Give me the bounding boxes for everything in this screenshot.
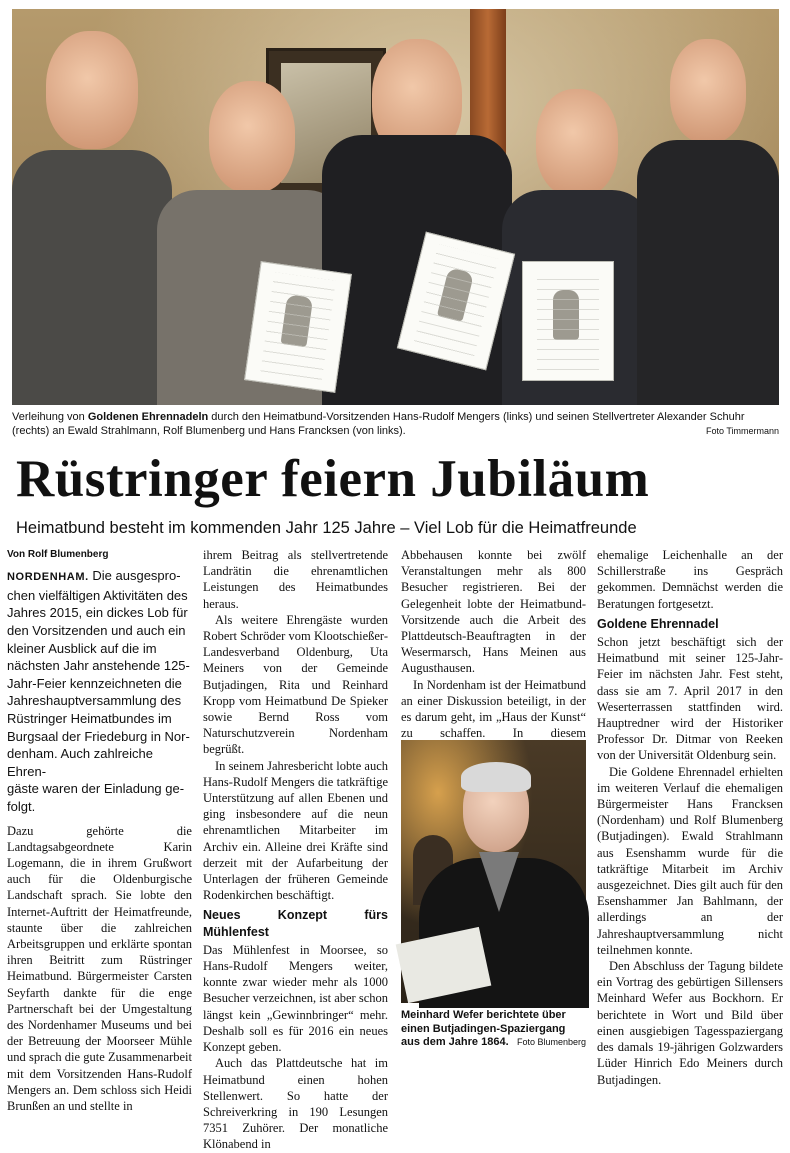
- photo-credit: Foto Timmermann: [705, 426, 779, 436]
- paragraph: In Nordenham ist der Heimatbund an einer Diskussion beteiligt, in der es darum geht, im „Haus der Kunst“ zu schaffen. In diesem: [401, 677, 586, 741]
- paragraph: Den Abschluss der Tagung bildete ein Vortrag des gebürtigen Sillensers Meinhard Wefer aus Bockhorn. Er berichtete in Wort und Bild über einen ausgiebigen Tagesspaziergang des damals 19-jährigen Golzwarders Lüder Hinrich Edo Meiners durch Butjadingen.: [597, 959, 783, 1087]
- subheadline: Heimatbund besteht im kommenden Jahr 125 Jahre – Viel Lob für die Heimatfreunde: [16, 519, 637, 537]
- group-photo: [12, 9, 779, 405]
- column-1: [7, 547, 192, 1114]
- subheading: Goldene Ehrennadel: [597, 616, 719, 631]
- headline: Rüstringer feiern Jubiläum: [16, 450, 650, 508]
- paragraph: ehemalige Leichenhalle an der Schillerstraße ins Gespräch gekommen. Demnächst werden die Beratungen fortgesetzt.: [597, 548, 783, 611]
- column-2: [203, 547, 388, 1153]
- paragraph: Die Goldene Ehrennadel erhielten im weiteren Verlauf die ehemaligen Bürgermeister Hans Francksen (Nordenham) und Rolf Blumenberg (Butjadingen). Ewald Strahlmann aus Esenshamm wurde für die tatkräftige Mitarbeit im Archiv ausgezeichnet. Dies gilt auch für den Esenshammer Jan Bahlmann, der allerdings an der Jahreshauptversammlung nicht teilnehmen konnte.: [597, 764, 783, 957]
- paragraph: Auch das Plattdeutsche hat im Heimatbund einen hohen Stellenwert. So hatte der Schreiverkring in 190 Lesungen 7351 Zuhörer. Der monatliche Klönabend in: [203, 1056, 388, 1152]
- paragraph: ihrem Beitrag als stellvertretende Landrätin die ehrenamtlichen Leistungen des Heimatbundes heraus.: [203, 548, 388, 611]
- lead-paragraph: NORDENHAM. Die ausgespro- chen vielfältigen Aktivitäten des Jahres 2015, ein dickes Lob für den Vorsitzenden und auch ein kleiner Ausblick auf die im nächsten Jahr anstehende 125- Jahr-Feier kennzeichneten die Jahreshauptversammlung des Rüstringer Heimatbundes im Burgsaal der Friedeburg in Nor- denham. Auch zahlreiche Ehren- gäste waren der Einladung ge- folgt.: [7, 568, 190, 814]
- photo-caption: Verleihung von Goldenen Ehrennadeln durch den Heimatbund-Vorsitzenden Hans-Rudolf Mengers (links) und seinen Stellvertreter Alexander Schuhr (rechts) an Ewald Strahlmann, Rolf Blumenberg und Hans Francksen (von links). Foto Timmermann: [12, 411, 779, 437]
- certificate: [244, 261, 352, 393]
- speaker-photo: [401, 740, 586, 1003]
- paragraph: Abbehausen konnte bei zwölf Veranstaltungen mehr als 800 Besucher registrieren. Bei der Gelegenheit lobte der Heimatbund-Vorsitzende auch die Arbeit des Plattdeutsch-Beauftragten in der Wesermarsch, Hans Meinen aus Augusthausen.: [401, 548, 586, 676]
- certificate: [522, 261, 614, 381]
- subheading: Neues Konzept fürs Mühlenfest: [203, 908, 388, 939]
- photo-credit: Foto Blumenberg: [516, 1037, 586, 1047]
- paragraph: Dazu gehörte die Landtagsabgeordnete Karin Logemann, die in ihrem Grußwort auch für die Oldenburgische Landschaft sprach. Sie lobte den Internet-Auftritt der Heimatfreunde, staunte über die zahlreichen Arbeitsgruppen und erklärte spontan ihren Beitritt zum Rüstringer Heimatbund. Bürgermeister Carsten Seyfarth dankte für die enge Partnerschaft bei der Umgestaltung des Nordenhamer Museums und bei der Betreuung der Moorseer Mühle und sprach die gute Zusammenarbeit mit dem Vorsitzenden Hans-Rudolf Mengers an. Dem schloss sich Heidi Brunßen an und stellte in: [7, 823, 192, 1113]
- paragraph: Das Mühlenfest in Moorsee, so Hans-Rudolf Mengers weiter, konnte zwar wieder mehr als 1000 Besucher verzeichnen, ist aber schon längst kein „Gewinnbringer“ mehr. Deshalb soll es für 2016 ein neues Konzept geben.: [203, 942, 388, 1055]
- paragraph: Schon jetzt beschäftigt sich der Heimatbund mit seiner 125-Jahr-Feier im nächsten Jahr. Fest steht, dass sie am 7. April 2017 in den Weserterrassen stattfinden wird. Hauptredner wird der Historiker Professor Dr. Ditmar von Reeken von der Universität Oldenburg sein.: [597, 635, 783, 763]
- dateline: NORDENHAM.: [7, 571, 89, 584]
- column-4: [597, 547, 783, 1088]
- column-3: [401, 547, 586, 758]
- byline: Von Rolf Blumenberg: [7, 549, 109, 560]
- speaker-photo-caption: Meinhard Wefer berichtete über einen Butjadingen-Spaziergang aus dem Jahre 1864. Foto Blumenberg: [401, 1009, 586, 1048]
- paragraph: Als weitere Ehrengäste wurden Robert Schröder vom Klootschießer-Landesverband Oldenburg, Uta Meiners von der Gemeinde Butjadingen, Rita und Reinhard Kropp vom Heimatbund De Spieker sowie Bernd Ross vom Naturschutzverein Nordenham begrüßt.: [203, 612, 388, 757]
- paragraph: In seinem Jahresbericht lobte auch Hans-Rudolf Mengers die tatkräftige Unterstützung auf allen Ebenen und ging insbesondere auf die neun ehrenamtlichen Mitarbeiter im Archiv ein. Alleine drei Kräfte sind derzeit mit der Aufarbeitung der Unterlagen der früheren Gemeinde Rodenkirchen beschäftigt.: [203, 758, 388, 903]
